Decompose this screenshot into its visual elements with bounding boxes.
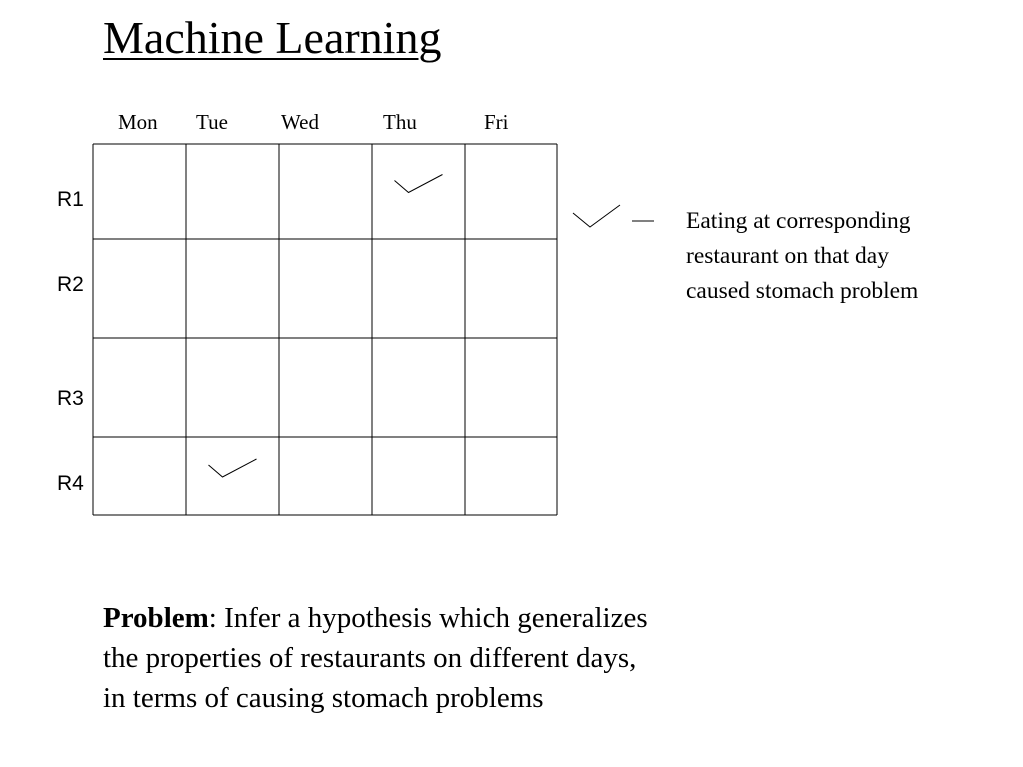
problem-line-2: the properties of restaurants on different days,: [103, 642, 637, 674]
row-label-r1: R1: [57, 188, 84, 211]
row-label-r3: R3: [57, 387, 84, 410]
problem-line-1: [103, 598, 648, 638]
day-header-thu: Thu: [383, 110, 417, 134]
slide-title: Machine Learning: [103, 12, 442, 63]
legend-line-2: restaurant on that day: [686, 243, 889, 269]
legend-description: [686, 204, 918, 309]
legend-line-3: caused stomach problem: [686, 278, 919, 304]
day-header-mon: Mon: [118, 110, 158, 134]
legend-line-1: Eating at corresponding: [686, 208, 911, 234]
row-label-r2: R2: [57, 273, 84, 296]
problem-line-3: in terms of causing stomach problems: [103, 682, 544, 714]
problem-label: Problem: [103, 602, 209, 634]
check-mark-icon: [573, 205, 620, 227]
check-mark-icon: [395, 175, 443, 193]
row-label-r4: R4: [57, 472, 84, 495]
problem-statement: [103, 598, 648, 718]
day-header-fri: Fri: [484, 110, 509, 134]
day-header-wed: Wed: [281, 110, 319, 134]
problem-text-1: : Infer a hypothesis which generalizes: [208, 602, 648, 634]
day-header-tue: Tue: [196, 110, 228, 134]
check-mark-icon: [209, 459, 257, 477]
